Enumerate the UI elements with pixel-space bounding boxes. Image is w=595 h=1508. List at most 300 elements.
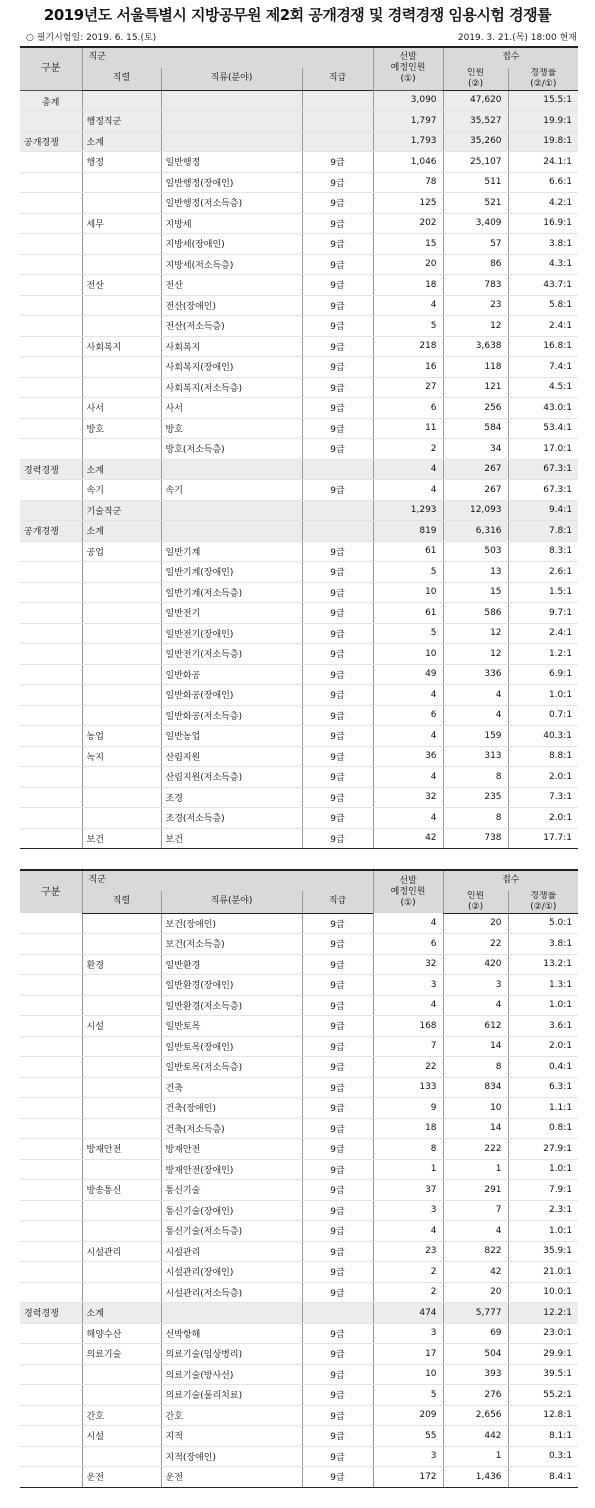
table-row	[20, 295, 578, 316]
cell-planned: 4	[373, 295, 443, 316]
cell-gubun	[20, 603, 82, 624]
cell-jikgun	[82, 1159, 161, 1180]
cell-jikryu: 일반토목(저소득층)	[161, 1057, 302, 1078]
cell-jikgun	[82, 1446, 161, 1467]
cell-applicants: 267	[443, 480, 508, 501]
cell-jikgun	[82, 1385, 161, 1406]
cell-applicants: 5,777	[443, 1303, 508, 1324]
table-row	[20, 377, 578, 398]
cell-planned: 16	[373, 357, 443, 378]
cell-jikgeup: 9급	[302, 1344, 373, 1365]
cell-planned: 5	[373, 1385, 443, 1406]
cell-ratio: 39.5:1	[508, 1364, 578, 1385]
table-row	[20, 1077, 578, 1098]
table-2-body	[20, 913, 578, 1487]
cell-jikryu: 보건(장애인)	[161, 913, 302, 934]
cell-ratio: 1.2:1	[508, 644, 578, 665]
cell-ratio: 0.8:1	[508, 1118, 578, 1139]
cell-ratio: 53.4:1	[508, 418, 578, 439]
cell-jikgun: 세무	[82, 213, 161, 234]
cell-gubun	[20, 1426, 82, 1447]
cell-gubun	[20, 541, 82, 562]
table-row	[20, 934, 578, 955]
cell-gubun	[20, 726, 82, 747]
cell-applicants: 6,316	[443, 521, 508, 542]
cell-jikgeup: 9급	[302, 787, 373, 808]
cell-ratio: 3.8:1	[508, 234, 578, 255]
cell-gubun	[20, 275, 82, 296]
cell-jikgun	[82, 1262, 161, 1283]
cell-jikgeup: 9급	[302, 357, 373, 378]
header-jikryeol: 직렬	[82, 891, 161, 914]
cell-jikgun: 운전	[82, 1467, 161, 1488]
cell-applicants: 3,638	[443, 336, 508, 357]
cell-ratio: 9.4:1	[508, 500, 578, 521]
table-row	[20, 336, 578, 357]
cell-jikgeup: 9급	[302, 213, 373, 234]
header-applicants	[443, 891, 508, 914]
cell-applicants: 3	[443, 975, 508, 996]
cell-jikgeup: 9급	[302, 418, 373, 439]
cell-jikgeup: 9급	[302, 1016, 373, 1037]
cell-jikryu: 일반전기(장애인)	[161, 623, 302, 644]
cell-jikryu: 방호(저소득층)	[161, 439, 302, 460]
cell-gubun	[20, 975, 82, 996]
cell-jikgun	[82, 623, 161, 644]
table-row	[20, 582, 578, 603]
cell-gubun	[20, 254, 82, 275]
cell-jikgun	[82, 1098, 161, 1119]
cell-jikgeup: 9급	[302, 1036, 373, 1057]
cell-applicants: 1	[443, 1159, 508, 1180]
cell-jikgeup: 9급	[302, 1467, 373, 1488]
cell-jikryu	[161, 131, 302, 152]
cell-jikgun	[82, 254, 161, 275]
table-row	[20, 1405, 578, 1426]
table-row	[20, 705, 578, 726]
cell-planned: 17	[373, 1344, 443, 1365]
cell-gubun	[20, 398, 82, 419]
cell-jikgun: 방재안전	[82, 1139, 161, 1160]
table-row	[20, 1385, 578, 1406]
cell-jikgeup: 9급	[302, 1282, 373, 1303]
cell-applicants: 4	[443, 995, 508, 1016]
exam-date: ○ 필기시험일: 2019. 6. 15.(토)	[26, 33, 157, 43]
cell-jikryu: 건축(장애인)	[161, 1098, 302, 1119]
cell-applicants: 612	[443, 1016, 508, 1037]
cell-jikgun: 시설관리	[82, 1241, 161, 1262]
cell-jikryu: 지방세(장애인)	[161, 234, 302, 255]
cell-planned: 4	[373, 480, 443, 501]
cell-applicants: 1	[443, 1446, 508, 1467]
cell-planned: 6	[373, 705, 443, 726]
header-applicants	[443, 68, 508, 91]
cell-planned: 6	[373, 934, 443, 955]
table-row	[20, 562, 578, 583]
cell-jikryu: 조경(저소득층)	[161, 808, 302, 829]
cell-ratio: 43.0:1	[508, 398, 578, 419]
cell-gubun	[20, 1098, 82, 1119]
cell-jikgun	[82, 975, 161, 996]
header-planned-line3: (①)	[400, 74, 416, 85]
cell-jikryu: 사회복지(장애인)	[161, 357, 302, 378]
cell-jikryu: 일반행정(장애인)	[161, 172, 302, 193]
cell-jikryu: 통신기술(장애인)	[161, 1200, 302, 1221]
cell-ratio: 1.0:1	[508, 995, 578, 1016]
cell-ratio: 7.8:1	[508, 521, 578, 542]
cell-jikgun: 시설	[82, 1426, 161, 1447]
cell-jikryu: 일반행정(저소득층)	[161, 193, 302, 214]
table-1-body	[20, 90, 578, 849]
cell-applicants: 222	[443, 1139, 508, 1160]
cell-gubun	[20, 295, 82, 316]
cell-applicants: 12	[443, 316, 508, 337]
cell-ratio: 17.0:1	[508, 439, 578, 460]
cell-ratio: 0.3:1	[508, 1446, 578, 1467]
cell-planned: 5	[373, 562, 443, 583]
cell-applicants: 834	[443, 1077, 508, 1098]
cell-gubun	[20, 1159, 82, 1180]
cell-planned: 4	[373, 767, 443, 788]
cell-applicants: 25,107	[443, 152, 508, 173]
table-row	[20, 1262, 578, 1283]
cell-jikgeup: 9급	[302, 480, 373, 501]
cell-gubun	[20, 623, 82, 644]
cell-jikryu	[161, 521, 302, 542]
cell-jikgun: 소계	[82, 459, 161, 480]
cell-jikgeup: 9급	[302, 234, 373, 255]
cell-planned: 3	[373, 975, 443, 996]
cell-planned: 3	[373, 1200, 443, 1221]
table-row	[20, 726, 578, 747]
table-row	[20, 767, 578, 788]
cell-planned: 474	[373, 1303, 443, 1324]
cell-gubun: 총계	[20, 90, 82, 111]
cell-jikgun	[82, 685, 161, 706]
cell-jikgun	[82, 562, 161, 583]
cell-applicants: 4	[443, 685, 508, 706]
cell-jikgeup: 9급	[302, 685, 373, 706]
cell-applicants: 313	[443, 746, 508, 767]
cell-jikryu: 조경	[161, 787, 302, 808]
cell-ratio: 8.4:1	[508, 1467, 578, 1488]
cell-applicants: 23	[443, 295, 508, 316]
table-row	[20, 1200, 578, 1221]
cell-jikgun: 녹지	[82, 746, 161, 767]
table-row	[20, 254, 578, 275]
cell-jikgun: 시설	[82, 1016, 161, 1037]
cell-applicants: 8	[443, 1057, 508, 1078]
cell-jikgun: 기술직군	[82, 500, 161, 521]
cell-ratio: 23.0:1	[508, 1323, 578, 1344]
cell-ratio: 7.3:1	[508, 787, 578, 808]
header-jikgun: 직군	[82, 870, 373, 891]
cell-planned: 4	[373, 685, 443, 706]
cell-applicants: 121	[443, 377, 508, 398]
cell-jikgeup: 9급	[302, 254, 373, 275]
cell-ratio: 16.8:1	[508, 336, 578, 357]
cell-planned: 37	[373, 1180, 443, 1201]
header-planned-line2: 예정인원	[390, 886, 426, 897]
cell-gubun	[20, 1180, 82, 1201]
cell-jikryu: 간호	[161, 1405, 302, 1426]
cell-applicants: 12,093	[443, 500, 508, 521]
header-ratio	[508, 68, 578, 91]
cell-ratio: 2.0:1	[508, 767, 578, 788]
cell-jikryu: 일반화공(저소득층)	[161, 705, 302, 726]
cell-gubun	[20, 1057, 82, 1078]
cell-jikryu: 방재안전(장애인)	[161, 1159, 302, 1180]
cell-jikgeup: 9급	[302, 1118, 373, 1139]
cell-jikgun	[82, 1036, 161, 1057]
cell-gubun	[20, 1016, 82, 1037]
cell-jikgeup: 9급	[302, 275, 373, 296]
cell-applicants: 47,620	[443, 90, 508, 111]
cell-jikryu: 전산(저소득층)	[161, 316, 302, 337]
cell-applicants: 584	[443, 418, 508, 439]
cell-planned: 15	[373, 234, 443, 255]
cell-applicants: 12	[443, 623, 508, 644]
cell-planned: 27	[373, 377, 443, 398]
cell-planned: 2	[373, 1282, 443, 1303]
cell-gubun: 공개경쟁	[20, 131, 82, 152]
table-row	[20, 954, 578, 975]
cell-jikryu: 일반행정	[161, 152, 302, 173]
cell-jikgeup: 9급	[302, 954, 373, 975]
cell-jikgeup: 9급	[302, 644, 373, 665]
cell-jikgun: 농업	[82, 726, 161, 747]
cell-jikgeup: 9급	[302, 316, 373, 337]
cell-jikryu: 보건(저소득층)	[161, 934, 302, 955]
cell-jikgun: 소계	[82, 1303, 161, 1324]
cell-planned: 4	[373, 459, 443, 480]
cell-jikryu: 사서	[161, 398, 302, 419]
cell-planned: 10	[373, 1364, 443, 1385]
cell-ratio: 19.8:1	[508, 131, 578, 152]
cell-jikgeup: 9급	[302, 1139, 373, 1160]
cell-gubun	[20, 500, 82, 521]
cell-gubun: 경력경쟁	[20, 1303, 82, 1324]
cell-jikgun	[82, 1057, 161, 1078]
cell-gubun	[20, 808, 82, 829]
cell-planned: 209	[373, 1405, 443, 1426]
cell-ratio: 12.8:1	[508, 1405, 578, 1426]
cell-jikryu: 일반화공(장애인)	[161, 685, 302, 706]
cell-jikryu: 일반전기(저소득층)	[161, 644, 302, 665]
cell-ratio: 0.7:1	[508, 705, 578, 726]
cell-ratio: 4.3:1	[508, 254, 578, 275]
cell-gubun	[20, 1139, 82, 1160]
cell-planned: 49	[373, 664, 443, 685]
cell-planned: 819	[373, 521, 443, 542]
cell-gubun	[20, 1282, 82, 1303]
cell-jikgeup: 9급	[302, 398, 373, 419]
cell-gubun	[20, 234, 82, 255]
cell-ratio: 29.9:1	[508, 1344, 578, 1365]
cell-jikgun	[82, 995, 161, 1016]
cell-jikgun: 행정	[82, 152, 161, 173]
cell-applicants: 13	[443, 562, 508, 583]
cell-gubun	[20, 1344, 82, 1365]
table-row	[20, 357, 578, 378]
table-row	[20, 459, 578, 480]
header-applicants-line1: 인원	[466, 890, 485, 901]
cell-planned: 2	[373, 439, 443, 460]
cell-gubun	[20, 767, 82, 788]
cell-applicants: 442	[443, 1426, 508, 1447]
cell-jikgeup: 9급	[302, 828, 373, 849]
table-row	[20, 623, 578, 644]
cell-planned: 1,797	[373, 111, 443, 132]
cell-gubun	[20, 1405, 82, 1426]
cell-jikgun	[82, 1200, 161, 1221]
cell-gubun	[20, 1385, 82, 1406]
cell-applicants: 12	[443, 644, 508, 665]
header-planned	[373, 47, 443, 90]
cell-applicants: 235	[443, 787, 508, 808]
cell-planned: 4	[373, 808, 443, 829]
cell-gubun	[20, 934, 82, 955]
cell-ratio: 1.0:1	[508, 1221, 578, 1242]
cell-applicants: 42	[443, 1262, 508, 1283]
table-row	[20, 1282, 578, 1303]
cell-applicants: 14	[443, 1118, 508, 1139]
cell-ratio: 2.4:1	[508, 316, 578, 337]
competition-table-1	[20, 46, 578, 849]
table-row	[20, 439, 578, 460]
cell-gubun	[20, 172, 82, 193]
cell-planned: 3,090	[373, 90, 443, 111]
header-jikgeup: 직급	[302, 68, 373, 91]
cell-jikgeup: 9급	[302, 582, 373, 603]
header-ratio-line2: (②/①)	[530, 901, 557, 912]
cell-jikgeup: 9급	[302, 1385, 373, 1406]
cell-gubun	[20, 1262, 82, 1283]
cell-jikgeup	[302, 131, 373, 152]
cell-jikgun	[82, 377, 161, 398]
cell-gubun	[20, 664, 82, 685]
cell-applicants: 22	[443, 934, 508, 955]
cell-ratio: 17.7:1	[508, 828, 578, 849]
cell-jikryu: 건축(저소득층)	[161, 1118, 302, 1139]
table-row	[20, 172, 578, 193]
table-row	[20, 316, 578, 337]
cell-gubun	[20, 1036, 82, 1057]
header-jikryeol: 직렬	[82, 68, 161, 91]
cell-jikgun	[82, 582, 161, 603]
table-row	[20, 193, 578, 214]
cell-planned: 32	[373, 954, 443, 975]
cell-jikryu: 선박항해	[161, 1323, 302, 1344]
cell-ratio: 40.3:1	[508, 726, 578, 747]
cell-jikgun: 환경	[82, 954, 161, 975]
cell-applicants: 159	[443, 726, 508, 747]
cell-jikgeup: 9급	[302, 664, 373, 685]
cell-ratio: 1.1:1	[508, 1098, 578, 1119]
header-ratio	[508, 891, 578, 914]
cell-gubun	[20, 954, 82, 975]
cell-applicants: 35,260	[443, 131, 508, 152]
cell-jikgun: 간호	[82, 1405, 161, 1426]
table-row	[20, 603, 578, 624]
cell-jikryu: 속기	[161, 480, 302, 501]
table-row	[20, 995, 578, 1016]
cell-ratio: 5.0:1	[508, 913, 578, 934]
cell-applicants: 1,436	[443, 1467, 508, 1488]
cell-jikgun	[82, 439, 161, 460]
cell-planned: 6	[373, 398, 443, 419]
cell-jikgeup	[302, 111, 373, 132]
cell-applicants: 57	[443, 234, 508, 255]
cell-jikgun	[82, 90, 161, 111]
cell-jikgeup: 9급	[302, 1180, 373, 1201]
cell-gubun	[20, 1323, 82, 1344]
cell-jikryu: 지방세(저소득층)	[161, 254, 302, 275]
cell-jikryu: 시설관리(저소득층)	[161, 1282, 302, 1303]
cell-jikryu: 일반화공	[161, 664, 302, 685]
cell-jikryu	[161, 1303, 302, 1324]
cell-ratio: 6.6:1	[508, 172, 578, 193]
cell-jikryu: 전산	[161, 275, 302, 296]
cell-jikgun: 방송통신	[82, 1180, 161, 1201]
cell-jikgeup: 9급	[302, 1262, 373, 1283]
cell-jikgeup: 9급	[302, 1221, 373, 1242]
cell-ratio: 1.5:1	[508, 582, 578, 603]
cell-jikryu: 의료기술(방사선)	[161, 1364, 302, 1385]
cell-planned: 3	[373, 1323, 443, 1344]
cell-planned: 23	[373, 1241, 443, 1262]
cell-applicants: 267	[443, 459, 508, 480]
cell-planned: 2	[373, 1262, 443, 1283]
cell-jikgeup: 9급	[302, 1446, 373, 1467]
cell-applicants: 4	[443, 1221, 508, 1242]
cell-gubun	[20, 562, 82, 583]
cell-jikryu: 일반토목(장애인)	[161, 1036, 302, 1057]
table-row	[20, 1016, 578, 1037]
cell-jikgeup: 9급	[302, 623, 373, 644]
cell-jikgun	[82, 193, 161, 214]
cell-jikryu	[161, 90, 302, 111]
cell-jikgun: 공업	[82, 541, 161, 562]
cell-planned: 18	[373, 275, 443, 296]
cell-jikgeup: 9급	[302, 336, 373, 357]
table-row	[20, 975, 578, 996]
cell-jikryu: 시설관리(장애인)	[161, 1262, 302, 1283]
cell-ratio: 19.9:1	[508, 111, 578, 132]
cell-jikgeup: 9급	[302, 541, 373, 562]
cell-gubun	[20, 1200, 82, 1221]
cell-gubun	[20, 1077, 82, 1098]
header-planned-line3: (①)	[400, 897, 416, 908]
cell-applicants: 20	[443, 1282, 508, 1303]
table-row	[20, 828, 578, 849]
cell-gubun	[20, 828, 82, 849]
table-row	[20, 275, 578, 296]
cell-gubun	[20, 1241, 82, 1262]
header-ratio-line1: 경쟁률	[530, 890, 557, 901]
cell-applicants: 86	[443, 254, 508, 275]
cell-planned: 3	[373, 1446, 443, 1467]
table-row	[20, 1098, 578, 1119]
cell-applicants: 276	[443, 1385, 508, 1406]
cell-jikgeup: 9급	[302, 193, 373, 214]
table-row	[20, 541, 578, 562]
cell-ratio: 3.8:1	[508, 934, 578, 955]
cell-ratio: 12.2:1	[508, 1303, 578, 1324]
header-planned-line2: 예정인원	[390, 63, 426, 74]
header-applicants-line2: (②)	[467, 78, 484, 89]
table-row	[20, 808, 578, 829]
